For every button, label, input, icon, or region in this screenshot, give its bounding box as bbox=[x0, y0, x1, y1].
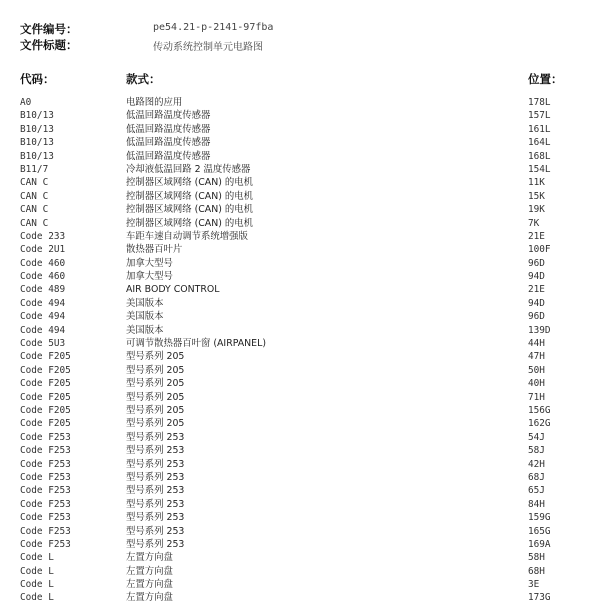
row-description: 型号系列 253 bbox=[126, 431, 185, 443]
row-code: Code F205 bbox=[20, 351, 71, 363]
row-code: Code 2U1 bbox=[20, 244, 66, 256]
row-code: Code F253 bbox=[20, 445, 71, 457]
table-row bbox=[0, 190, 602, 203]
row-description: 型号系列 205 bbox=[126, 391, 185, 403]
row-code: Code L bbox=[20, 565, 54, 577]
row-position: 40H bbox=[528, 378, 545, 390]
table-row bbox=[0, 391, 602, 404]
row-position: 154L bbox=[528, 163, 551, 175]
row-position: 15K bbox=[528, 190, 545, 202]
table-row bbox=[0, 257, 602, 270]
row-position: 58J bbox=[528, 445, 545, 457]
row-position: 54J bbox=[528, 431, 545, 443]
table-row bbox=[0, 324, 602, 337]
table-row bbox=[0, 511, 602, 524]
row-description: 型号系列 253 bbox=[126, 458, 185, 470]
doc-title-value: 传动系统控制单元电路图 bbox=[153, 42, 263, 53]
row-position: 159G bbox=[528, 512, 551, 524]
table-row bbox=[0, 203, 602, 216]
row-position: 157L bbox=[528, 110, 551, 122]
row-description: 型号系列 253 bbox=[126, 471, 185, 483]
row-code: Code F253 bbox=[20, 538, 71, 550]
table-row bbox=[0, 538, 602, 551]
table-row bbox=[0, 270, 602, 283]
table-row bbox=[0, 217, 602, 230]
row-description: 型号系列 253 bbox=[126, 498, 185, 510]
column-header-desc: 款式： bbox=[126, 72, 161, 86]
row-description: 型号系列 253 bbox=[126, 512, 185, 524]
row-position: 173G bbox=[528, 592, 551, 604]
row-code: Code F253 bbox=[20, 471, 71, 483]
row-description: 控制器区域网络 (CAN) 的电机 bbox=[126, 204, 253, 216]
row-position: 178L bbox=[528, 97, 551, 108]
parts-table bbox=[0, 96, 602, 605]
row-description: 型号系列 205 bbox=[126, 351, 185, 363]
row-description: 加拿大型号 bbox=[126, 271, 173, 283]
table-row bbox=[0, 176, 602, 189]
row-description: 左置方向盘 bbox=[126, 592, 173, 604]
table-row bbox=[0, 150, 602, 163]
row-position: 71H bbox=[528, 391, 545, 403]
row-code: CAN C bbox=[20, 177, 49, 189]
row-position: 96D bbox=[528, 257, 545, 269]
table-row bbox=[0, 565, 602, 578]
table-row bbox=[0, 364, 602, 377]
row-position: 161L bbox=[528, 123, 551, 135]
row-description: 型号系列 205 bbox=[126, 404, 185, 416]
row-description: 散热器百叶片 bbox=[126, 244, 183, 256]
table-row bbox=[0, 458, 602, 471]
table-row bbox=[0, 243, 602, 256]
row-position: 100F bbox=[528, 244, 551, 256]
row-code: Code L bbox=[20, 552, 54, 564]
column-header-pos: 位置： bbox=[528, 72, 563, 86]
row-description: 型号系列 253 bbox=[126, 525, 185, 537]
row-code: CAN C bbox=[20, 204, 49, 216]
row-description: 型号系列 205 bbox=[126, 378, 185, 390]
row-position: 19K bbox=[528, 204, 545, 216]
row-description: 电路图的应用 bbox=[126, 97, 183, 108]
column-header-code: 代码： bbox=[20, 72, 55, 86]
row-description: 左置方向盘 bbox=[126, 579, 173, 591]
row-description: 可调节散热器百叶窗 (AIRPANEL) bbox=[126, 338, 266, 350]
doc-title-label: 文件标题： bbox=[20, 38, 78, 52]
row-code: Code F253 bbox=[20, 512, 71, 524]
row-description: 车距车速自动调节系统增强版 bbox=[126, 230, 248, 242]
row-code: B11/7 bbox=[20, 163, 49, 175]
row-code: B10/13 bbox=[20, 150, 54, 162]
row-code: Code F205 bbox=[20, 364, 71, 376]
row-description: 控制器区域网络 (CAN) 的电机 bbox=[126, 190, 253, 202]
table-row bbox=[0, 471, 602, 484]
row-position: 162G bbox=[528, 418, 551, 430]
row-description: 美国版本 bbox=[126, 297, 164, 309]
row-code: Code F253 bbox=[20, 525, 71, 537]
doc-number-value: pe54.21-p-2141-97fba bbox=[153, 22, 274, 33]
row-code: Code L bbox=[20, 579, 54, 591]
row-description: 低温回路温度传感器 bbox=[126, 123, 211, 135]
row-description: 冷却液低温回路 2 温度传感器 bbox=[126, 163, 251, 175]
row-code: CAN C bbox=[20, 217, 49, 229]
row-code: Code F253 bbox=[20, 498, 71, 510]
row-description: AIR BODY CONTROL bbox=[126, 284, 220, 296]
table-row bbox=[0, 230, 602, 243]
row-code: Code F253 bbox=[20, 431, 71, 443]
table-row bbox=[0, 444, 602, 457]
row-position: 68J bbox=[528, 471, 545, 483]
row-description: 美国版本 bbox=[126, 311, 164, 323]
row-code: Code 494 bbox=[20, 324, 66, 336]
doc-number-label: 文件编号： bbox=[20, 22, 78, 36]
table-row bbox=[0, 297, 602, 310]
table-row bbox=[0, 498, 602, 511]
row-position: 7K bbox=[528, 217, 540, 229]
row-position: 21E bbox=[528, 284, 545, 296]
row-position: 65J bbox=[528, 485, 545, 497]
row-description: 低温回路温度传感器 bbox=[126, 137, 211, 149]
row-code: Code 233 bbox=[20, 230, 66, 242]
row-code: Code F253 bbox=[20, 485, 71, 497]
table-row bbox=[0, 109, 602, 122]
row-code: Code 460 bbox=[20, 257, 66, 269]
row-code: Code 460 bbox=[20, 271, 66, 283]
table-row bbox=[0, 310, 602, 323]
row-code: Code 494 bbox=[20, 311, 66, 323]
row-code: B10/13 bbox=[20, 110, 54, 122]
row-description: 低温回路温度传感器 bbox=[126, 110, 211, 122]
table-row bbox=[0, 136, 602, 149]
row-code: Code L bbox=[20, 592, 54, 604]
row-description: 型号系列 253 bbox=[126, 445, 185, 457]
row-position: 169A bbox=[528, 538, 551, 550]
row-position: 165G bbox=[528, 525, 551, 537]
table-row bbox=[0, 283, 602, 296]
row-description: 低温回路温度传感器 bbox=[126, 150, 211, 162]
row-code: A0 bbox=[20, 97, 32, 108]
row-position: 47H bbox=[528, 351, 545, 363]
row-code: CAN C bbox=[20, 190, 49, 202]
table-row bbox=[0, 123, 602, 136]
row-description: 型号系列 205 bbox=[126, 364, 185, 376]
table-row bbox=[0, 96, 602, 109]
row-position: 11K bbox=[528, 177, 545, 189]
row-position: 94D bbox=[528, 271, 545, 283]
row-position: 156G bbox=[528, 404, 551, 416]
row-position: 42H bbox=[528, 458, 545, 470]
row-code: Code F205 bbox=[20, 418, 71, 430]
row-code: Code F253 bbox=[20, 458, 71, 470]
row-code: Code 494 bbox=[20, 297, 66, 309]
table-row bbox=[0, 431, 602, 444]
table-row bbox=[0, 337, 602, 350]
row-code: Code 489 bbox=[20, 284, 66, 296]
row-description: 左置方向盘 bbox=[126, 565, 173, 577]
row-code: Code 5U3 bbox=[20, 338, 66, 350]
row-position: 168L bbox=[528, 150, 551, 162]
row-description: 加拿大型号 bbox=[126, 257, 173, 269]
table-row bbox=[0, 404, 602, 417]
row-position: 139D bbox=[528, 324, 551, 336]
row-description: 左置方向盘 bbox=[126, 552, 173, 564]
row-position: 164L bbox=[528, 137, 551, 149]
row-description: 型号系列 253 bbox=[126, 538, 185, 550]
table-row bbox=[0, 484, 602, 497]
row-position: 84H bbox=[528, 498, 545, 510]
row-position: 94D bbox=[528, 297, 545, 309]
row-description: 型号系列 253 bbox=[126, 485, 185, 497]
row-position: 21E bbox=[528, 230, 545, 242]
row-position: 44H bbox=[528, 338, 545, 350]
table-row bbox=[0, 163, 602, 176]
table-row bbox=[0, 417, 602, 430]
table-row bbox=[0, 377, 602, 390]
table-row bbox=[0, 578, 602, 591]
row-code: Code F205 bbox=[20, 404, 71, 416]
table-row bbox=[0, 350, 602, 363]
row-code: B10/13 bbox=[20, 123, 54, 135]
row-position: 58H bbox=[528, 552, 545, 564]
row-description: 控制器区域网络 (CAN) 的电机 bbox=[126, 177, 253, 189]
row-position: 50H bbox=[528, 364, 545, 376]
row-code: Code F205 bbox=[20, 391, 71, 403]
row-code: B10/13 bbox=[20, 137, 54, 149]
row-description: 型号系列 205 bbox=[126, 418, 185, 430]
table-row bbox=[0, 591, 602, 604]
row-position: 68H bbox=[528, 565, 545, 577]
table-row bbox=[0, 525, 602, 538]
row-position: 3E bbox=[528, 579, 540, 591]
row-position: 96D bbox=[528, 311, 545, 323]
row-description: 控制器区域网络 (CAN) 的电机 bbox=[126, 217, 253, 229]
row-description: 美国版本 bbox=[126, 324, 164, 336]
table-row bbox=[0, 551, 602, 564]
row-code: Code F205 bbox=[20, 378, 71, 390]
